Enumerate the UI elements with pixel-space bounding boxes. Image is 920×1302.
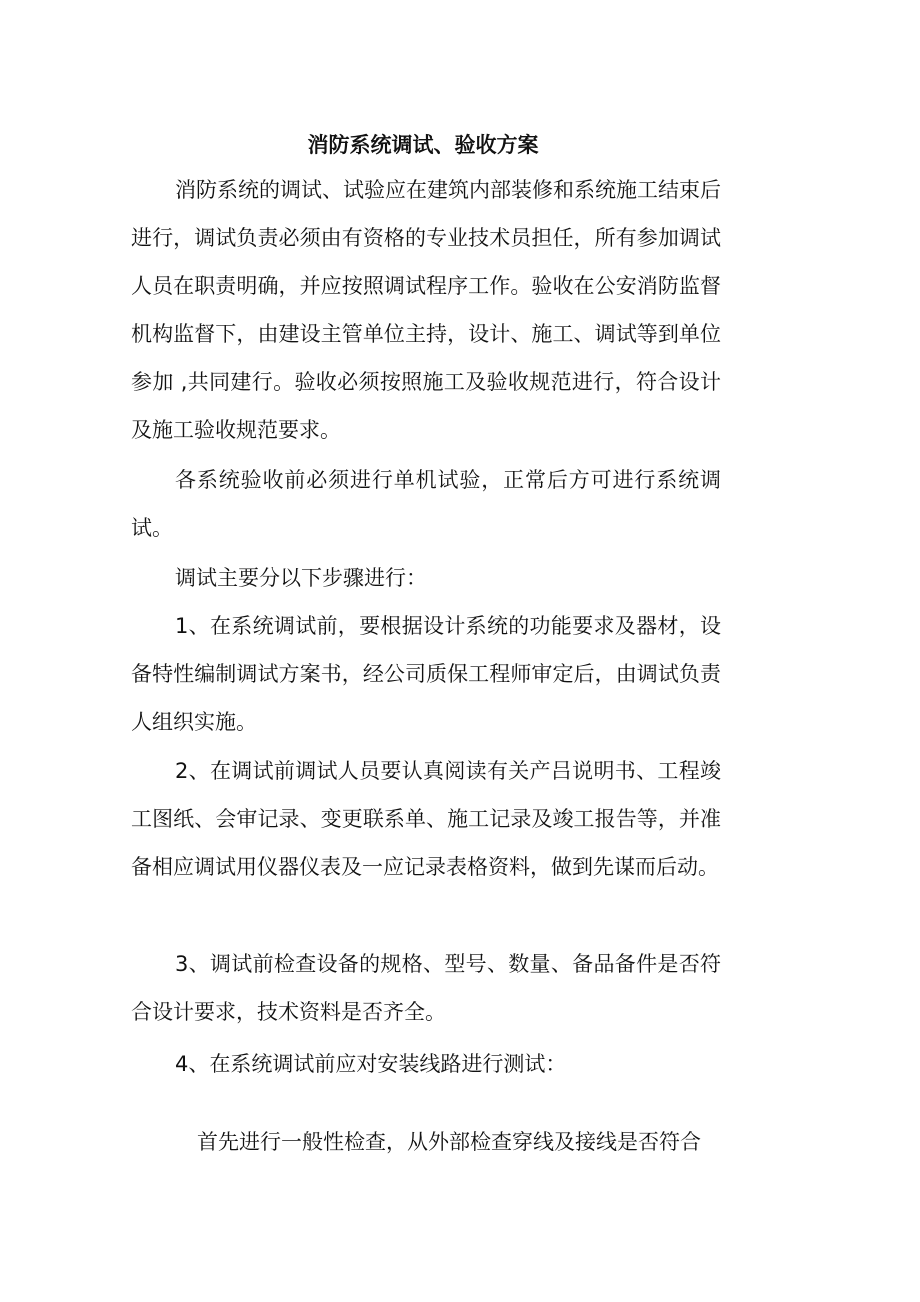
paragraph-steps-intro: 调试主要分以下步骤进行： <box>175 566 427 590</box>
paragraph-intro: 消防系统的调试、试验应在建筑内部装修和系统施工结束后进行，调试负责必须由有资格的专业技术员担任，所有参加调试人员在职责明确，并应按照调试程序工作。验收在公安消防监督机构监督下，由建设主管单位主持，设计、施工、调试等到单位参加 ,共同建行。验收必须按照施工及验收规范进行，符合设计及施工验收规范要求。 <box>131 178 721 442</box>
paragraph-step-4: 4、在系统调试前应对安装线路进行测试： <box>175 1052 567 1076</box>
document-title: 消防系统调试、验收方案 <box>307 133 539 157</box>
paragraph-single-test: 各系统验收前必须进行单机试验，正常后方可进行系统调试。 <box>131 468 721 540</box>
paragraph-step-1: 1、在系统调试前，要根据设计系统的功能要求及器材，设备特性编制调试方案书，经公司质保工程师审定后，由调试负责人组织实施。 <box>131 614 721 734</box>
paragraph-general-check: 首先进行一般性检查，从外部检查穿线及接线是否符合 <box>197 1130 701 1154</box>
paragraph-step-2: 2、在调试前调试人员要认真阅读有关产吕说明书、工程竣工图纸、会审记录、变更联系单、施工记录及竣工报告等，并准备相应调试用仪器仪表及一应记录表格资料，做到先谋而后动。 <box>131 759 721 879</box>
paragraph-step-3: 3、调试前检查设备的规格、型号、数量、备品备件是否符合设计要求，技术资料是否齐全。 <box>131 952 721 1024</box>
